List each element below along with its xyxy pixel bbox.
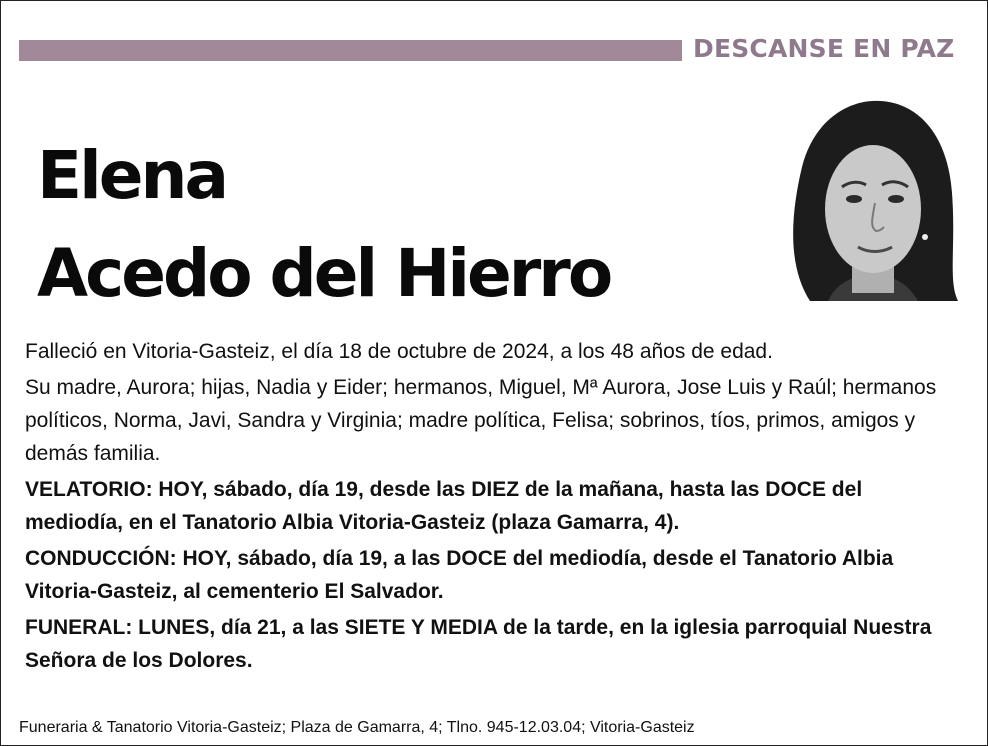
funeral-paragraph: FUNERAL: LUNES, día 21, a las SIETE Y MEDIA de la tarde, en la iglesia parroquial Nuestra Señora de los Dolores. xyxy=(25,616,932,672)
procession-paragraph: CONDUCCIÓN: HOY, sábado, día 19, a las DOCE del mediodía, desde el Tanatorio Albia Vitoria-Gasteiz, al cementerio El Salvador. xyxy=(25,547,894,603)
portrait-photo-icon xyxy=(780,97,959,301)
funeral-home-footer: Funeraria & Tanatorio Vitoria-Gasteiz; Plaza de Gamarra, 4; Tlno. 945-12.03.04; Vitoria-Gasteiz xyxy=(19,719,695,736)
header-band xyxy=(19,40,682,61)
death-paragraph: Falleció en Vitoria-Gasteiz, el día 18 de octubre de 2024, a los 48 años de edad. xyxy=(25,340,773,363)
first-name: Elena xyxy=(37,137,226,214)
notice-body xyxy=(25,335,965,680)
wake-paragraph: VELATORIO: HOY, sábado, día 19, desde las DIEZ de la mañana, hasta las DOCE del mediodía, en el Tanatorio Albia Vitoria-Gasteiz (plaza Gamarra, 4). xyxy=(25,478,863,534)
surname: Acedo del Hierro xyxy=(37,235,611,312)
family-paragraph: Su madre, Aurora; hijas, Nadia y Eider; hermanos, Miguel, Mª Aurora, Jose Luis y Raúl; hermanos políticos, Norma, Javi, Sandra y Virginia; madre política, Felisa; sobrinos, tíos, primos, amigos y demás familia. xyxy=(25,376,937,465)
header-title: DESCANSE EN PAZ xyxy=(693,34,955,63)
